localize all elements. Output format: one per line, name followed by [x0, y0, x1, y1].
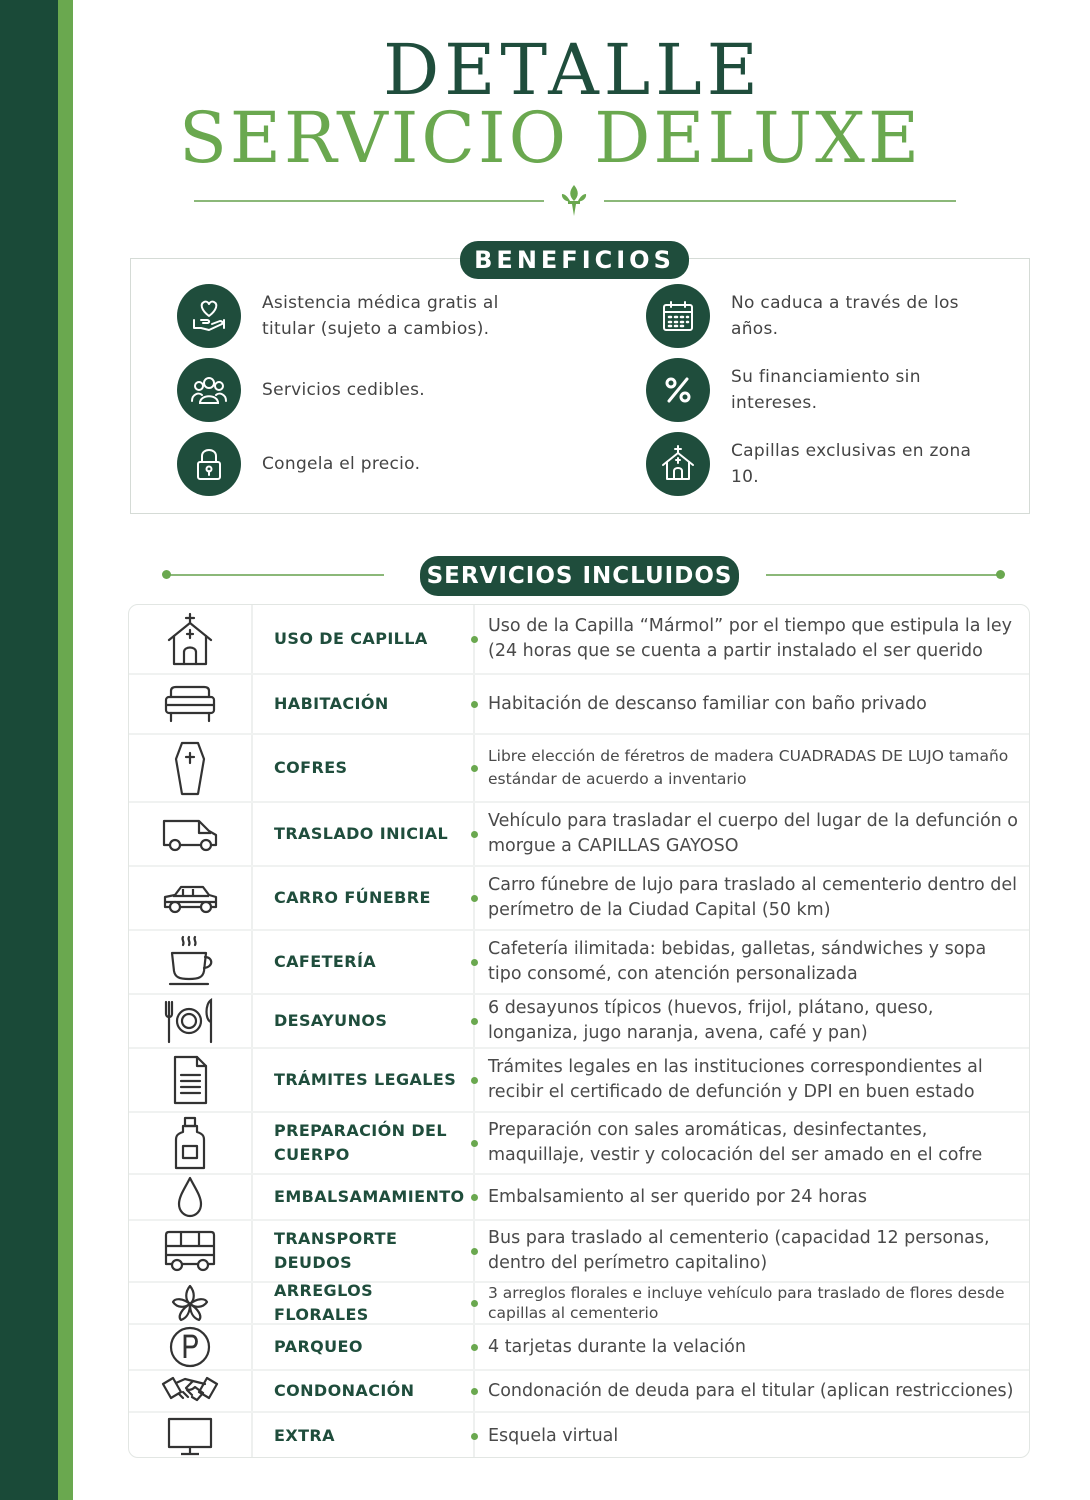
bullet	[471, 959, 478, 966]
service-description: Vehículo para trasladar el cuerpo del lugar de la defunción o morgue a CAPILLAS GAYOSO	[488, 811, 1019, 856]
benefit-text: Servicios cedibles.	[262, 380, 426, 400]
bullet	[471, 1344, 478, 1351]
benefits-heading: BENEFICIOS	[460, 241, 689, 279]
sofa-icon	[161, 675, 219, 733]
service-description: 6 desayunos típicos (huevos, frijol, plátano, queso, longaniza, jugo naranja, avena, café y pan)	[488, 998, 934, 1043]
bullet	[471, 831, 478, 838]
bullet	[471, 1248, 478, 1255]
table-row	[129, 1049, 1030, 1113]
bullet	[471, 1140, 478, 1147]
benefit-text: Su financiamiento sin intereses.	[731, 367, 921, 413]
benefit-item	[177, 432, 577, 496]
table-row	[129, 675, 1030, 735]
bullet	[471, 1433, 478, 1440]
divider-dot	[996, 570, 1005, 579]
divider-left	[194, 200, 544, 202]
bullet	[471, 765, 478, 772]
benefit-text: No caduca a través de los años.	[731, 293, 959, 339]
title-line-2: SERVICIO DELUXE	[178, 97, 923, 179]
van-icon	[161, 805, 219, 863]
calendar-icon	[646, 284, 710, 348]
service-description: Libre elección de féretros de madera CUADRADAS DE LUJO tamaño estándar de acuerdo a inventario	[488, 747, 1009, 788]
side-bar-accent	[58, 0, 73, 1500]
benefit-text: Asistencia médica gratis al titular (sujeto a cambios).	[262, 293, 499, 339]
document-icon	[161, 1051, 219, 1109]
table-row	[129, 995, 1030, 1049]
service-label: USO DE CAPILLA	[274, 629, 428, 648]
service-label: PARQUEO	[274, 1337, 363, 1356]
service-label: ARREGLOS FLORALES	[274, 1281, 374, 1324]
table-row	[129, 1371, 1030, 1413]
service-label: PREPARACIÓN DEL CUERPO	[274, 1121, 447, 1164]
side-bar-dark	[0, 0, 58, 1500]
title-line-1: DETALLE	[383, 29, 763, 111]
service-label: TRASLADO INICIAL	[274, 824, 449, 843]
benefit-item	[177, 358, 577, 422]
bullet	[471, 1018, 478, 1025]
divider-left	[166, 574, 384, 576]
coffin-icon	[161, 739, 219, 797]
lock-icon	[177, 432, 241, 496]
bullet	[471, 1194, 478, 1201]
table-row	[129, 1113, 1030, 1175]
service-label: HABITACIÓN	[274, 694, 389, 713]
service-description: Trámites legales en las instituciones correspondientes al recibir el certificado de defunción y DPI en buen estado	[488, 1057, 983, 1102]
service-description: Esquela virtual	[488, 1425, 619, 1446]
benefit-item	[646, 432, 1006, 496]
table-row	[129, 1221, 1030, 1283]
table-row	[129, 1283, 1030, 1325]
divider-right	[604, 200, 956, 202]
service-label: EXTRA	[274, 1426, 335, 1445]
benefit-item	[177, 284, 577, 348]
group-people-icon	[177, 358, 241, 422]
chapel-icon	[161, 610, 219, 668]
service-description: Uso de la Capilla “Mármol” por el tiempo que estipula la ley (24 horas que se cuenta a partir instalado el ser querido	[488, 616, 1013, 661]
service-label: TRÁMITES LEGALES	[274, 1070, 457, 1089]
service-description: Cafetería ilimitada: bebidas, galletas, sándwiches y sopa tipo consomé, con atención personalizada	[488, 939, 987, 984]
benefit-text: Capillas exclusivas en zona 10.	[731, 441, 972, 487]
fleur-de-lis-icon	[556, 183, 592, 219]
hearse-icon	[161, 869, 219, 927]
service-label: CARRO FÚNEBRE	[274, 888, 431, 907]
bullet	[471, 895, 478, 902]
table-row	[129, 1175, 1030, 1221]
table-row	[129, 931, 1030, 995]
medical-heart-hands-icon	[177, 284, 241, 348]
service-description: Bus para traslado al cementerio (capacidad 12 personas, dentro del perímetro capitalino)	[488, 1228, 990, 1273]
service-label: CONDONACIÓN	[274, 1381, 415, 1400]
cutlery-icon	[161, 992, 219, 1050]
coffee-cup-icon	[161, 933, 219, 991]
service-description: 4 tarjetas durante la velación	[488, 1336, 746, 1357]
bullet	[471, 1300, 478, 1307]
service-label: TRANSPORTE DEUDOS	[274, 1229, 398, 1272]
divider-dot	[162, 570, 171, 579]
monitor-icon	[161, 1407, 219, 1458]
services-heading: SERVICIOS INCLUIDOS	[420, 556, 739, 596]
drop-icon	[161, 1168, 219, 1226]
service-description: Carro fúnebre de lujo para traslado al cementerio dentro del perímetro de la Ciudad Capital (50 km)	[488, 875, 1018, 920]
bottle-icon	[161, 1114, 219, 1172]
percent-icon	[646, 358, 710, 422]
service-label: CAFETERÍA	[274, 952, 377, 971]
services-table	[128, 604, 1030, 1458]
service-label: COFRES	[274, 758, 348, 777]
table-row	[129, 867, 1030, 931]
chapel-icon	[646, 432, 710, 496]
service-label: DESAYUNOS	[274, 1011, 388, 1030]
service-description: 3 arreglos florales e incluye vehículo para traslado de flores desde capillas al cementerio	[488, 1284, 1005, 1322]
service-description: Preparación con sales aromáticas, desinfectantes, maquillaje, vestir y colocación del ser amado en el cofre	[488, 1120, 983, 1165]
bullet	[471, 1388, 478, 1395]
service-description: Habitación de descanso familiar con baño privado	[488, 693, 927, 714]
table-row	[129, 735, 1030, 803]
service-label: EMBALSAMAMIENTO	[274, 1187, 465, 1206]
service-description: Condonación de deuda para el titular (aplican restricciones)	[488, 1380, 1014, 1401]
bullet	[471, 1077, 478, 1084]
table-row	[129, 1325, 1030, 1371]
table-row	[129, 1413, 1030, 1458]
benefit-item	[646, 284, 1006, 348]
table-row	[129, 605, 1030, 675]
bullet	[471, 701, 478, 708]
service-description: Embalsamiento al ser querido por 24 horas	[488, 1186, 867, 1207]
bullet	[471, 636, 478, 643]
benefit-item	[646, 358, 1006, 422]
benefit-text: Congela el precio.	[262, 454, 421, 474]
table-row	[129, 803, 1030, 867]
bus-icon	[161, 1222, 219, 1280]
divider-right	[766, 574, 1002, 576]
